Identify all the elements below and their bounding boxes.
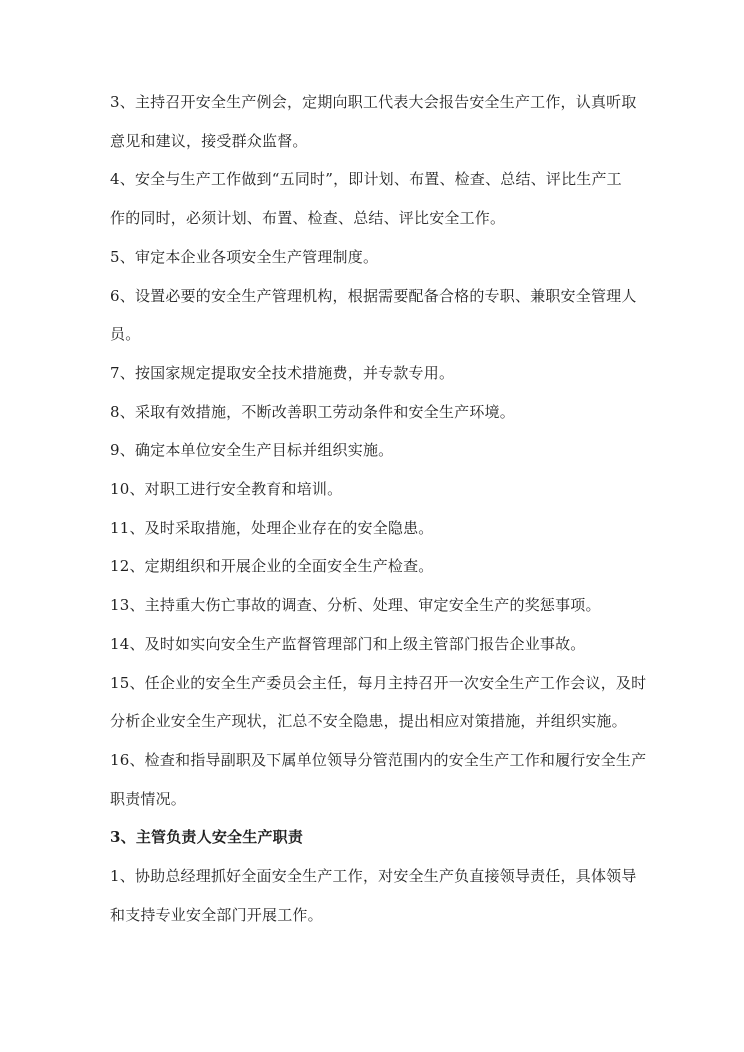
- text-line: 16、检查和指导副职及下属单位领导分管范围内的安全生产工作和履行安全生产: [110, 750, 647, 769]
- text-line: 7、按国家规定提取安全技术措施费，并专款专用。: [110, 363, 455, 382]
- text-line: 分析企业安全生产现状，汇总不安全隐患，提出相应对策措施，并组织实施。: [110, 712, 627, 731]
- text-line: 11、及时采取措施，处理企业存在的安全隐患。: [110, 518, 434, 537]
- text-line: 15、任企业的安全生产委员会主任，每月主持召开一次安全生产工作会议，及时: [110, 673, 647, 692]
- text-line: 3、主持召开安全生产例会，定期向职工代表大会报告安全生产工作，认真听取: [110, 93, 637, 111]
- text-line: 12、定期组织和开展企业的全面安全生产检查。: [110, 557, 434, 576]
- text-line: 5、审定本企业各项安全生产管理制度。: [110, 247, 379, 266]
- section-heading: 3、主管负责人安全生产职责: [110, 828, 304, 847]
- text-line: 员。: [110, 325, 141, 344]
- text-line: 1、协助总经理抓好全面安全生产工作，对安全生产负直接领导责任，具体领导: [110, 867, 637, 886]
- text-line: 14、及时如实向安全生产监督管理部门和上级主管部门报告企业事故。: [110, 634, 586, 653]
- text-line: 意见和建议，接受群众监督。: [110, 131, 308, 150]
- text-line: 4、安全与生产工作做到“五同时”，即计划、布置、检查、总结、评比生产工: [110, 170, 622, 189]
- text-line: 6、设置必要的安全生产管理机构，根据需要配备合格的专职、兼职安全管理人: [110, 286, 637, 305]
- text-line: 10、对职工进行安全教育和培训。: [110, 480, 343, 499]
- text-line: 作的同时，必须计划、布置、检查、总结、评比安全工作。: [110, 209, 506, 228]
- text-line: 职责情况。: [110, 789, 187, 808]
- text-line: 13、主持重大伤亡事故的调查、分析、处理、审定安全生产的奖惩事项。: [110, 596, 601, 615]
- text-line: 9、确定本单位安全生产目标并组织实施。: [110, 441, 394, 460]
- text-line: 和支持专业安全部门开展工作。: [110, 905, 323, 924]
- text-line: 8、采取有效措施，不断改善职工劳动条件和安全生产环境。: [110, 402, 515, 421]
- document-content: [110, 83, 670, 934]
